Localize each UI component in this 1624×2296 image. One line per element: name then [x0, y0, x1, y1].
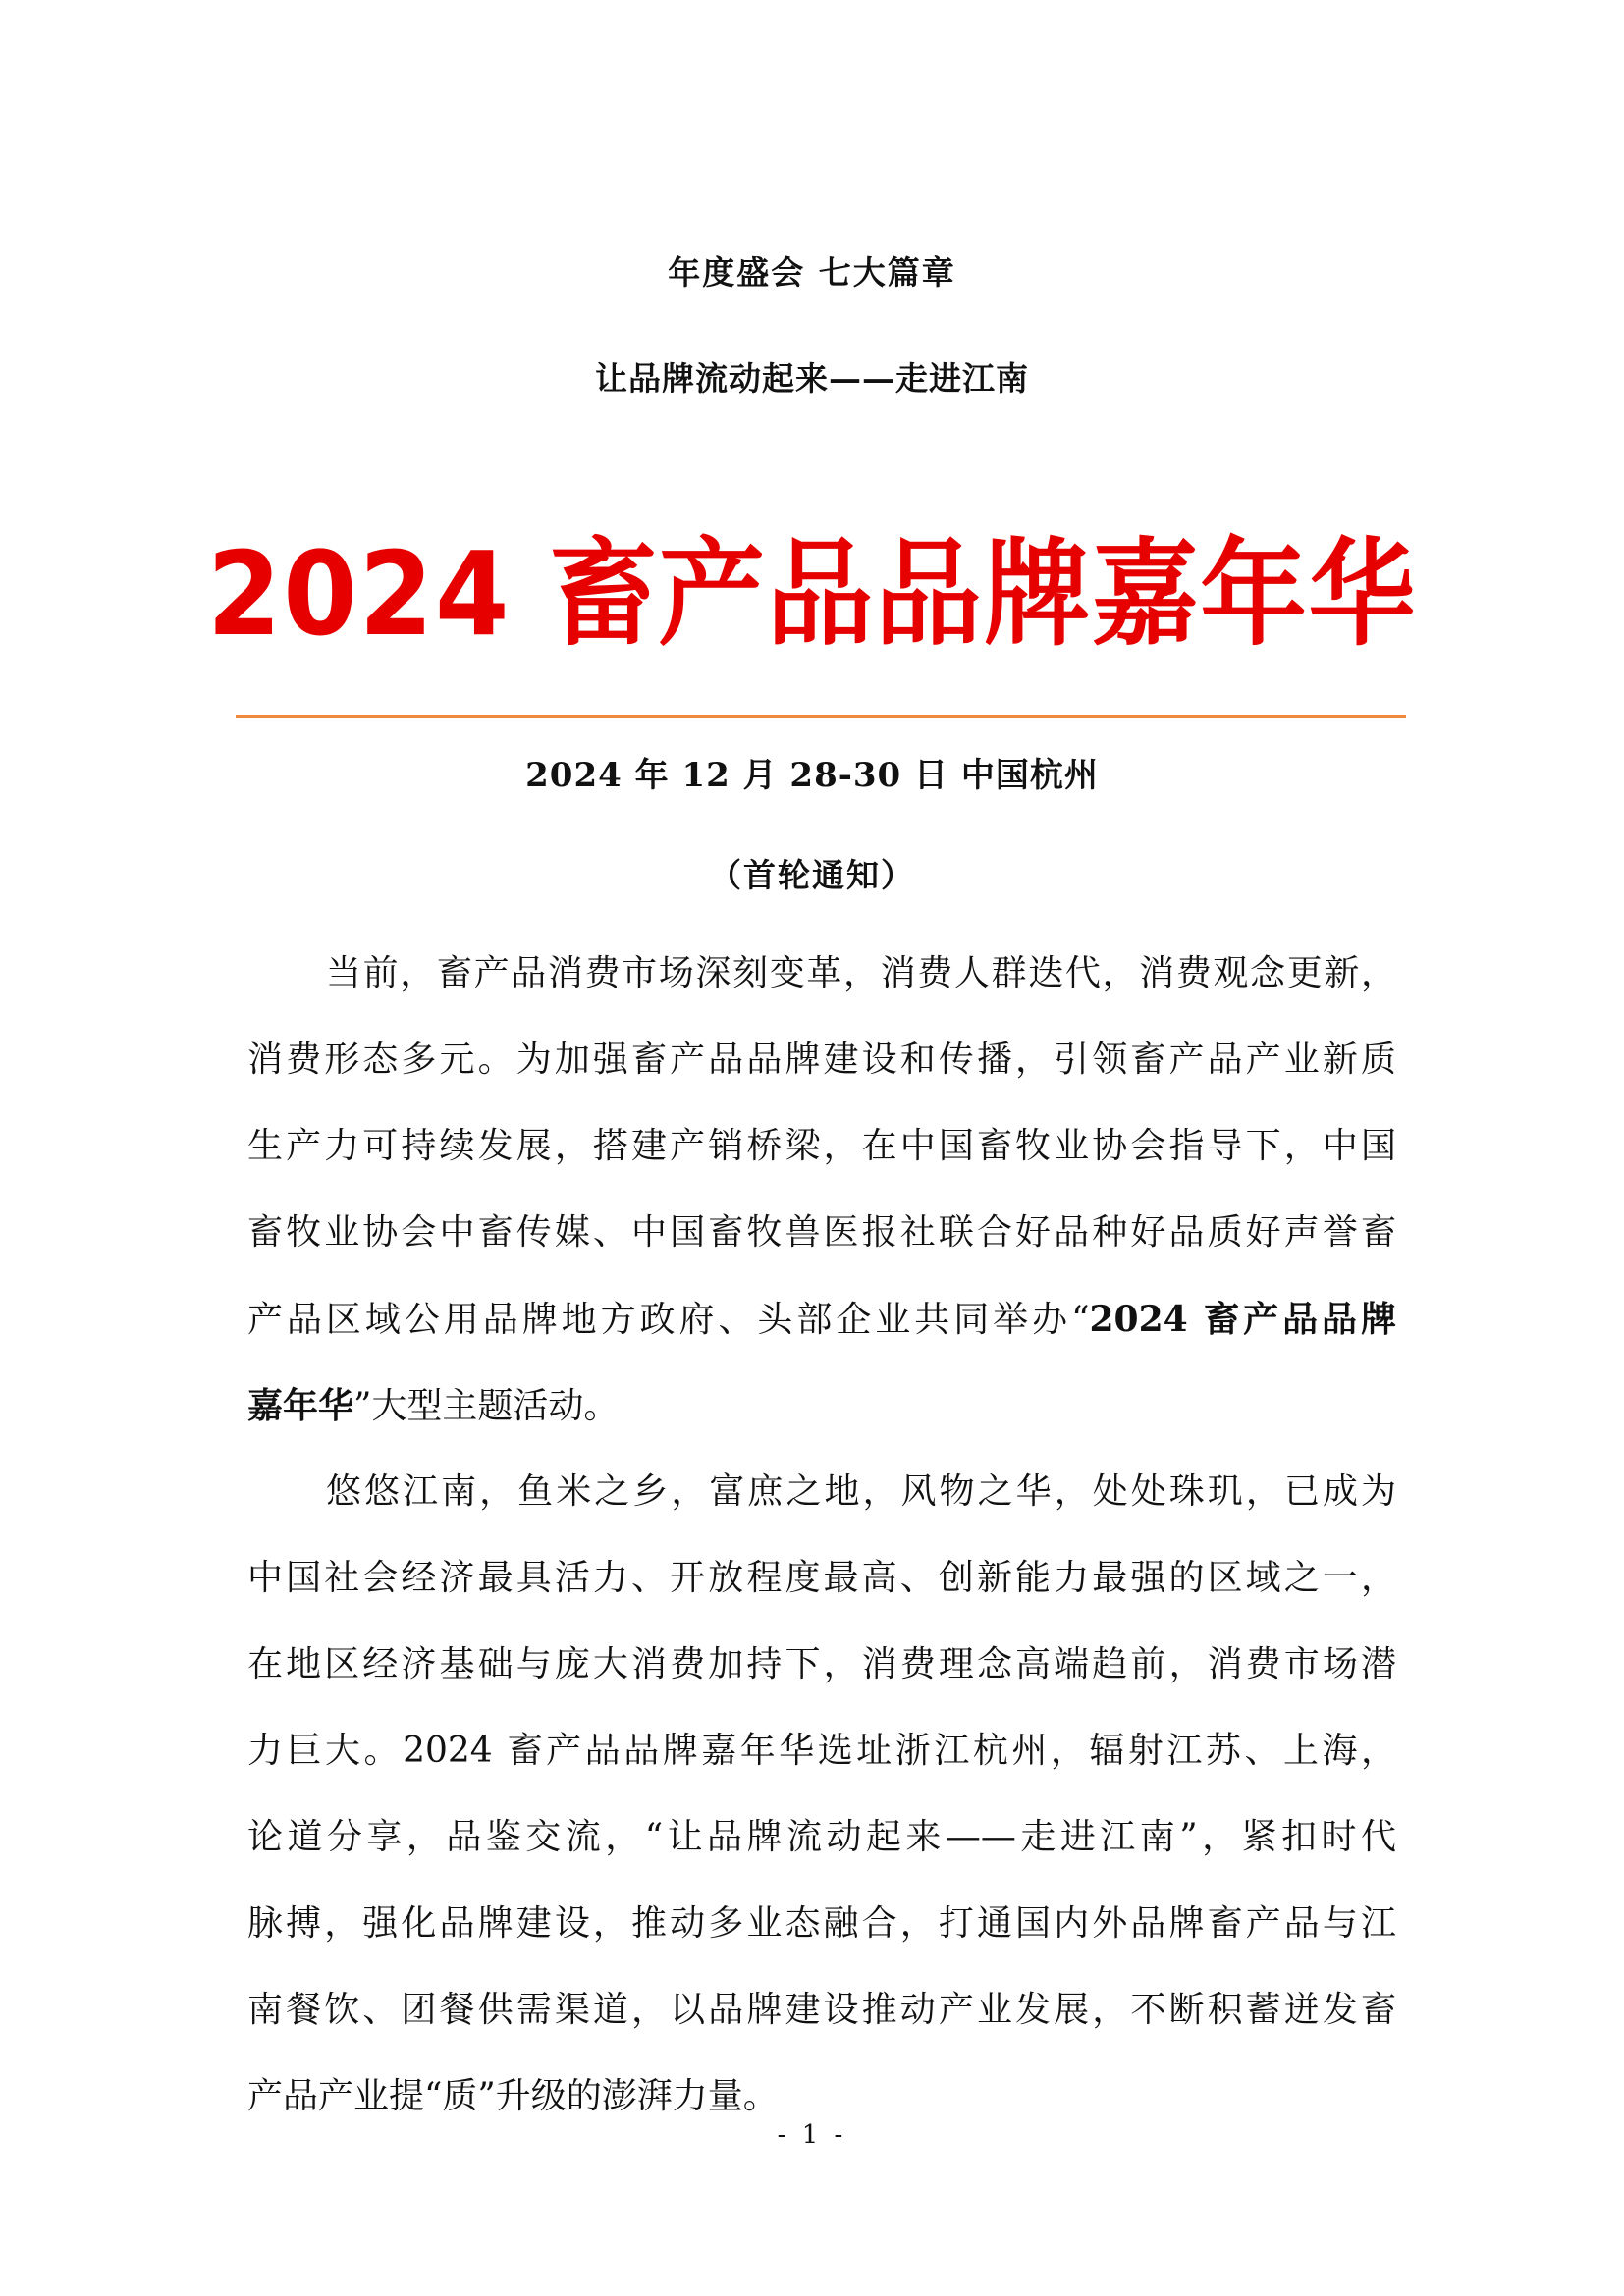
title-divider: [236, 715, 1406, 718]
main-title: 2024 畜产品品牌嘉年华: [206, 526, 1418, 662]
paragraph-line: [247, 1362, 1396, 1449]
paragraph-line: 当前，畜产品消费市场深刻变革，消费人群迭代，消费观念更新，: [326, 953, 1396, 993]
paragraph-line: 中国社会经济最具活力、开放程度最高、创新能力最强的区域之一，: [247, 1558, 1396, 1598]
subtitle: 让品牌流动起来——走进江南: [595, 359, 1029, 398]
paragraph-line: 畜牧业协会中畜传媒、中国畜牧兽医报社联合好品种好品质好声誉畜: [247, 1212, 1396, 1253]
paragraph-line: 论道分享，品鉴交流，“让品牌流动起来——走进江南”，紧扣时代: [247, 1817, 1396, 1857]
event-name-bold: 2024 畜产品品牌: [1089, 1299, 1396, 1340]
paragraph-intro: [247, 931, 1396, 1449]
paragraph-line: 脉搏，强化品牌建设，推动多业态融合，打通国内外品牌畜产品与江: [247, 1903, 1396, 1944]
paragraph-line: 南餐饮、团餐供需渠道，以品牌建设推动产业发展，不断积蓄迸发畜: [247, 1990, 1396, 2030]
paragraph-line: 在地区经济基础与庞大消费加持下，消费理念高端趋前，消费市场潜: [247, 1644, 1396, 1684]
paragraph-jiangnan: [247, 1449, 1396, 2140]
page-number: - 1 -: [777, 2120, 847, 2150]
paragraph-line: 悠悠江南，鱼米之乡，富庶之地，风物之华，处处珠玑，已成为: [326, 1471, 1396, 1512]
paragraph-line-text: ”大型主题活动。: [353, 1386, 620, 1426]
paragraph-line: [247, 1276, 1396, 1362]
paragraph-line: 消费形态多元。为加强畜产品品牌建设和传播，引领畜产品产业新质: [247, 1040, 1396, 1080]
tagline: 年度盛会 七大篇章: [668, 253, 956, 292]
notice-label: （首轮通知）: [709, 856, 915, 894]
paragraph-line: 产品产业提“质”升级的澎湃力量。: [247, 2076, 779, 2116]
paragraph-line: 生产力可持续发展，搭建产销桥梁，在中国畜牧业协会指导下，中国: [247, 1126, 1396, 1166]
paragraph-line: 力巨大。2024 畜产品品牌嘉年华选址浙江杭州，辐射江苏、上海，: [247, 1731, 1396, 1771]
paragraph-line-text: 产品区域公用品牌地方政府、头部企业共同举办“: [247, 1300, 1090, 1340]
event-name-bold: 嘉年华: [247, 1385, 354, 1426]
event-date-location: 2024 年 12 月 28-30 日 中国杭州: [525, 756, 1099, 795]
